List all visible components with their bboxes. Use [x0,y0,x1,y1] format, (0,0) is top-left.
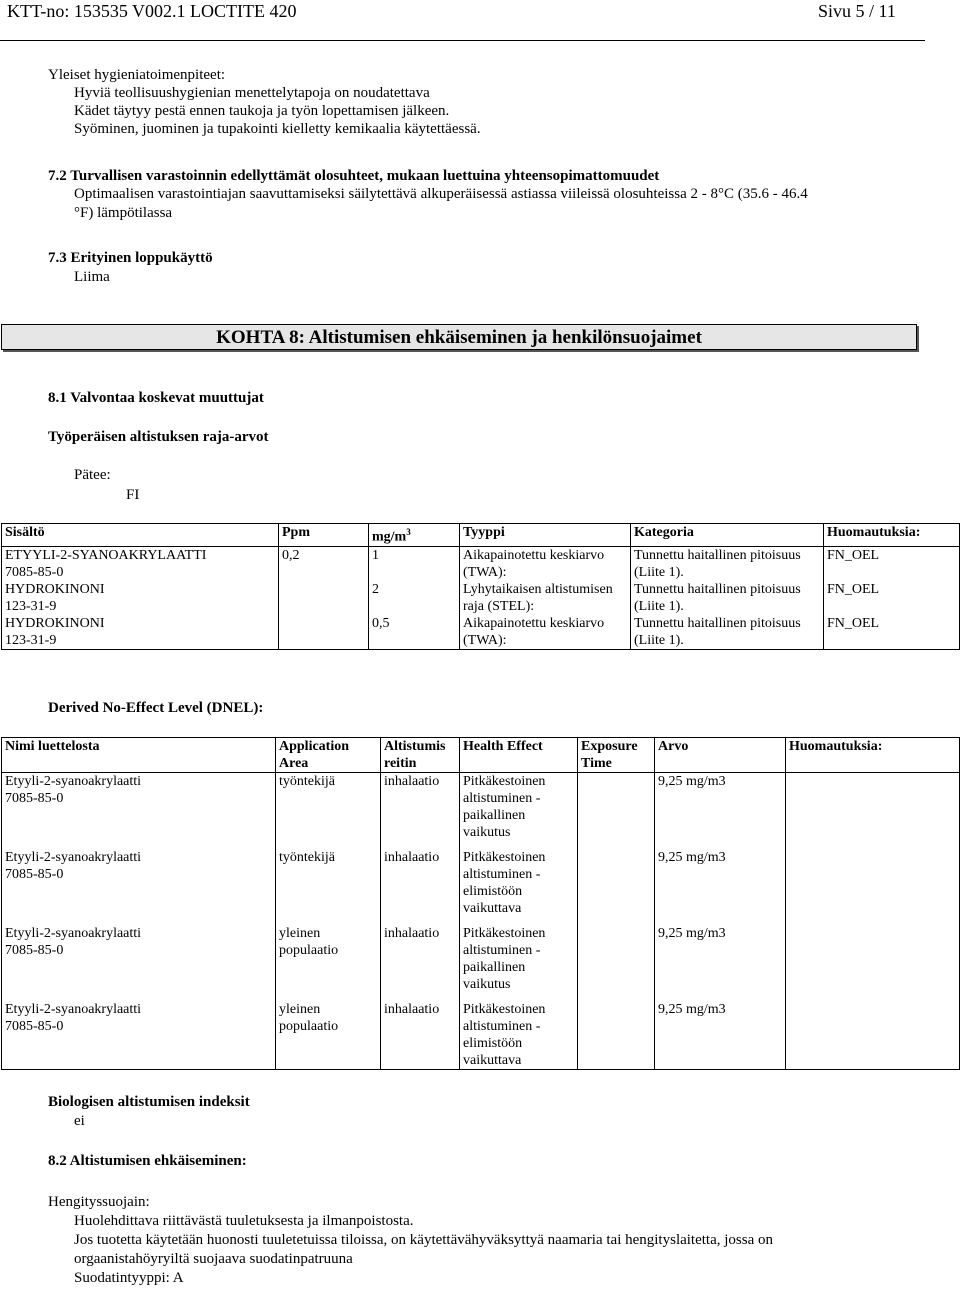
table-row [2,1001,960,1070]
oel-remarks: FN_OEL [824,581,960,615]
dnel-col-name: Nimi luettelosta [2,738,276,773]
dnel-remarks [786,1001,960,1070]
respiratory-line: Suodatintyyppi: A [74,1270,184,1286]
oel-col-mg [369,524,460,547]
dnel-col-route: Altistumis reitin [381,738,460,773]
page-number: Sivu 5 / 11 [818,1,896,21]
oel-col-mg-sup: 3 [406,527,411,537]
oel-type: Lyhytaikaisen altistumisen raja (STEL): [460,581,631,615]
respiratory-line: orgaanistahöyryiltä suojaava suodatinpatruuna [74,1251,353,1267]
hygiene-line: Kädet täytyy pestä ennen taukoja ja työn lopettamisen jälkeen. [74,103,450,119]
respiratory-title: Hengityssuojain: [48,1194,150,1210]
oel-mg: 2 [369,581,460,615]
dnel-time [578,1001,655,1070]
table-row [2,925,960,1001]
dnel-time [578,849,655,925]
dnel-area: työntekijä [276,773,381,850]
dnel-table [1,737,960,1070]
dnel-heading: Derived No-Effect Level (DNEL): [48,700,264,716]
dnel-area: yleinen populaatio [276,1001,381,1070]
oel-table [1,523,960,650]
table-row [2,773,960,850]
dnel-area: yleinen populaatio [276,925,381,1001]
oel-content: HYDROKINONI 123-31-9 [2,615,279,650]
oel-col-type: Tyyppi [460,524,631,547]
oel-remarks: FN_OEL [824,615,960,650]
bio-heading: Biologisen altistumisen indeksit [48,1094,250,1110]
oel-heading: Työperäisen altistuksen raja-arvot [48,429,269,445]
bio-text: ei [74,1113,85,1129]
applies-value: FI [126,487,140,503]
oel-mg: 0,5 [369,615,460,650]
dnel-route: inhalaatio [381,1001,460,1070]
dnel-effect: Pitkäkestoinen altistuminen - elimistöön vaikuttava [460,849,578,925]
table-row [2,546,960,581]
dnel-route: inhalaatio [381,773,460,850]
dnel-header-row [2,738,960,773]
dnel-remarks [786,925,960,1001]
section-8-1-heading: 8.1 Valvontaa koskevat muuttujat [48,390,264,406]
dnel-value: 9,25 mg/m3 [655,925,786,1001]
oel-category: Tunnettu haitallinen pitoisuus (Liite 1). [631,581,824,615]
dnel-value: 9,25 mg/m3 [655,1001,786,1070]
dnel-remarks [786,849,960,925]
dnel-time [578,925,655,1001]
section-8-2-heading: 8.2 Altistumisen ehkäiseminen: [48,1153,247,1169]
oel-content: HYDROKINONI 123-31-9 [2,581,279,615]
section-7-3-heading: 7.3 Erityinen loppukäyttö [48,250,213,266]
dnel-col-time: Exposure Time [578,738,655,773]
dnel-remarks [786,773,960,850]
dnel-name: Etyyli-2-syanoakrylaatti 7085-85-0 [2,849,276,925]
dnel-col-area: Application Area [276,738,381,773]
storage-text: Optimaalisen varastointiajan saavuttamiseksi säilytettävä alkuperäisessä astiassa viileissä olosuhteissa 2 - 8°C (35.6 - 46.4 [74,186,808,202]
oel-mg: 1 [369,546,460,581]
end-use-text: Liima [74,269,110,285]
oel-content: ETYYLI-2-SYANOAKRYLAATTI 7085-85-0 [2,546,279,581]
oel-category: Tunnettu haitallinen pitoisuus (Liite 1). [631,615,824,650]
dnel-col-value: Arvo [655,738,786,773]
dnel-effect: Pitkäkestoinen altistuminen - paikallinen vaikutus [460,925,578,1001]
oel-remarks: FN_OEL [824,546,960,581]
respiratory-line: Huolehdittava riittävästä tuuletuksesta ja ilmanpoistosta. [74,1213,414,1229]
table-row [2,615,960,650]
respiratory-line: Jos tuotetta käytetään huonosti tuuletetuissa tiloissa, on käytettävähyväksyttyä naamaria tai hengityslaitetta, jossa on [74,1232,774,1248]
dnel-col-effect: Health Effect [460,738,578,773]
oel-col-category: Kategoria [631,524,824,547]
oel-header-row [2,524,960,547]
document-id: KTT-no: 153535 V002.1 LOCTITE 420 [7,1,297,21]
dnel-value: 9,25 mg/m3 [655,773,786,850]
dnel-route: inhalaatio [381,849,460,925]
dnel-route: inhalaatio [381,925,460,1001]
oel-ppm: 0,2 [279,546,369,581]
oel-col-ppm: Ppm [279,524,369,547]
dnel-time [578,773,655,850]
table-row [2,849,960,925]
dnel-col-remarks: Huomautuksia: [786,738,960,773]
dnel-effect: Pitkäkestoinen altistuminen - paikallinen vaikutus [460,773,578,850]
applies-label: Pätee: [74,467,111,483]
section-7-2-heading: 7.2 Turvallisen varastoinnin edellyttämät olosuhteet, mukaan luettuina yhteensopimattomuudet [48,168,660,184]
storage-text: °F) lämpötilassa [74,205,173,221]
hygiene-line: Syöminen, juominen ja tupakointi kielletty kemikaalia käytettäessä. [74,121,481,137]
hygiene-line: Hyviä teollisuushygienian menettelytapoja on noudatettava [74,85,430,101]
table-row [2,581,960,615]
oel-col-mg-label: mg/m [372,529,407,545]
dnel-area: työntekijä [276,849,381,925]
oel-ppm [279,615,369,650]
dnel-name: Etyyli-2-syanoakrylaatti 7085-85-0 [2,773,276,850]
dnel-value: 9,25 mg/m3 [655,849,786,925]
dnel-name: Etyyli-2-syanoakrylaatti 7085-85-0 [2,925,276,1001]
oel-col-remarks: Huomautuksia: [824,524,960,547]
oel-col-content: Sisältö [2,524,279,547]
oel-category: Tunnettu haitallinen pitoisuus (Liite 1). [631,546,824,581]
header-rule [0,40,925,41]
oel-type: Aikapainotettu keskiarvo (TWA): [460,615,631,650]
oel-ppm [279,581,369,615]
dnel-name: Etyyli-2-syanoakrylaatti 7085-85-0 [2,1001,276,1070]
hygiene-title: Yleiset hygieniatoimenpiteet: [48,67,226,83]
oel-type: Aikapainotettu keskiarvo (TWA): [460,546,631,581]
dnel-effect: Pitkäkestoinen altistuminen - elimistöön vaikuttava [460,1001,578,1070]
section-8-title: KOHTA 8: Altistumisen ehkäiseminen ja henkilönsuojaimet [216,327,702,348]
section-8-banner [1,324,917,350]
